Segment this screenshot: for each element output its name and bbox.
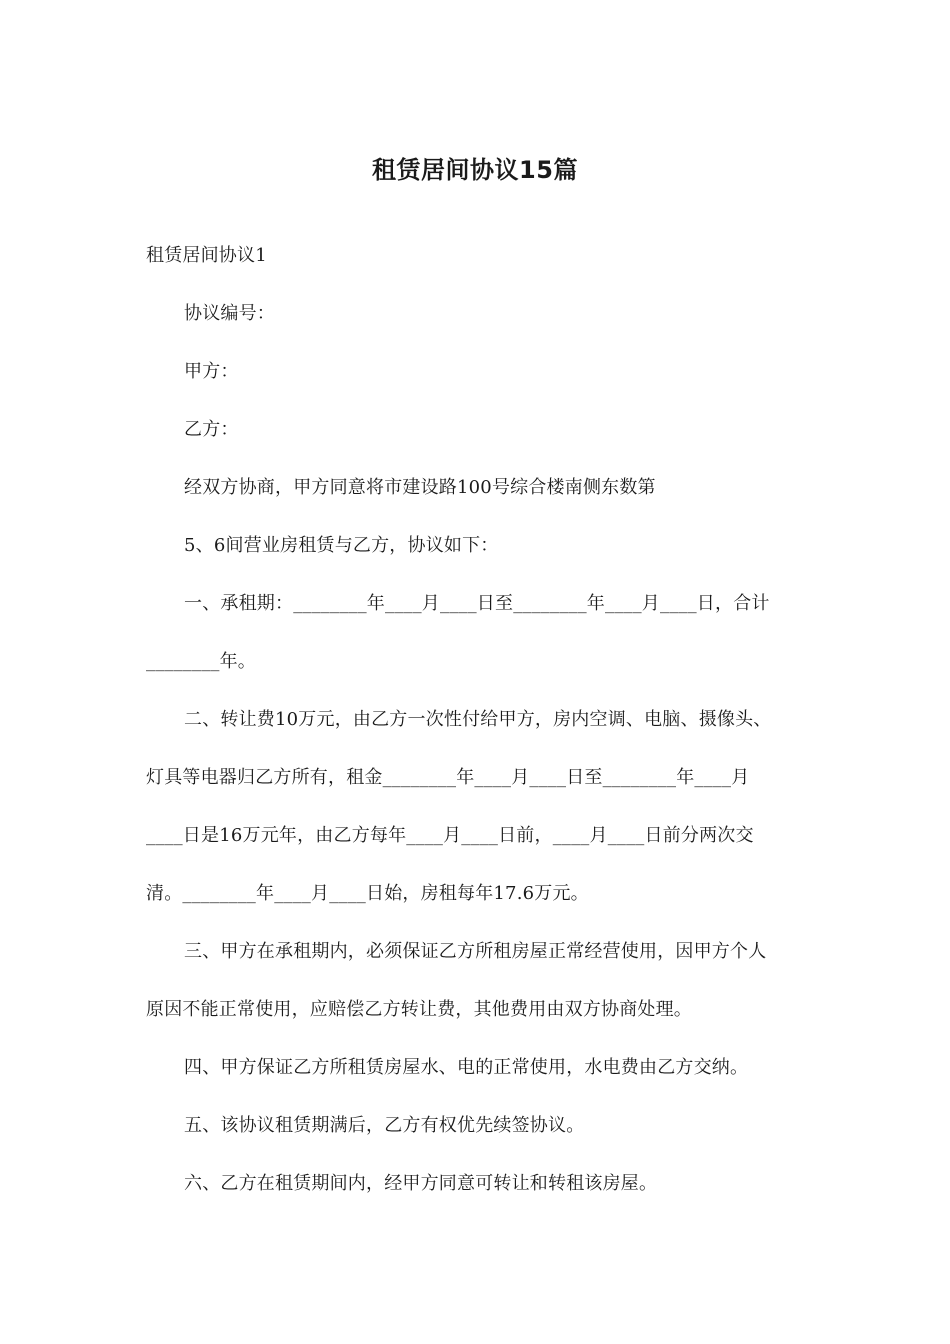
clause-5-line: 五、该协议租赁期满后，乙方有权优先续签协议。 [184, 1115, 585, 1136]
party-a-label: 甲方： [184, 361, 239, 382]
clause-2-line: ____日是16万元年，由乙方每年____月____日前，____月____日前分两次交 [146, 825, 754, 846]
paragraph-line: 经双方协商，甲方同意将市建设路100号综合楼南侧东数第 [184, 477, 656, 498]
agreement-number-label: 协议编号： [184, 303, 275, 324]
clause-1-line: 一、承租期：________年____月____日至________年____月____日，合计 [184, 593, 770, 614]
clause-6-line: 六、乙方在租赁期间内，经甲方同意可转让和转租该房屋。 [184, 1173, 658, 1194]
paragraph-line: 5、6间营业房租赁与乙方，协议如下： [184, 535, 499, 556]
clause-2-line: 灯具等电器归乙方所有，租金________年____月____日至________年____月 [146, 767, 750, 788]
clause-1-line: ________年。 [146, 651, 256, 672]
clause-2-line: 二、转让费10万元，由乙方一次性付给甲方，房内空调、电脑、摄像头、 [184, 709, 772, 730]
party-b-label: 乙方： [184, 419, 239, 440]
clause-4-line: 四、甲方保证乙方所租赁房屋水、电的正常使用，水电费由乙方交纳。 [184, 1057, 749, 1078]
clause-3-line: 三、甲方在承租期内，必须保证乙方所租房屋正常经营使用，因甲方个人 [184, 941, 767, 962]
document-title: 租赁居间协议15篇 [372, 156, 578, 184]
section-heading: 租赁居间协议1 [146, 245, 267, 266]
clause-3-line: 原因不能正常使用，应赔偿乙方转让费，其他费用由双方协商处理。 [146, 999, 692, 1020]
clause-2-line: 清。________年____月____日始，房租每年17.6万元。 [146, 883, 589, 904]
